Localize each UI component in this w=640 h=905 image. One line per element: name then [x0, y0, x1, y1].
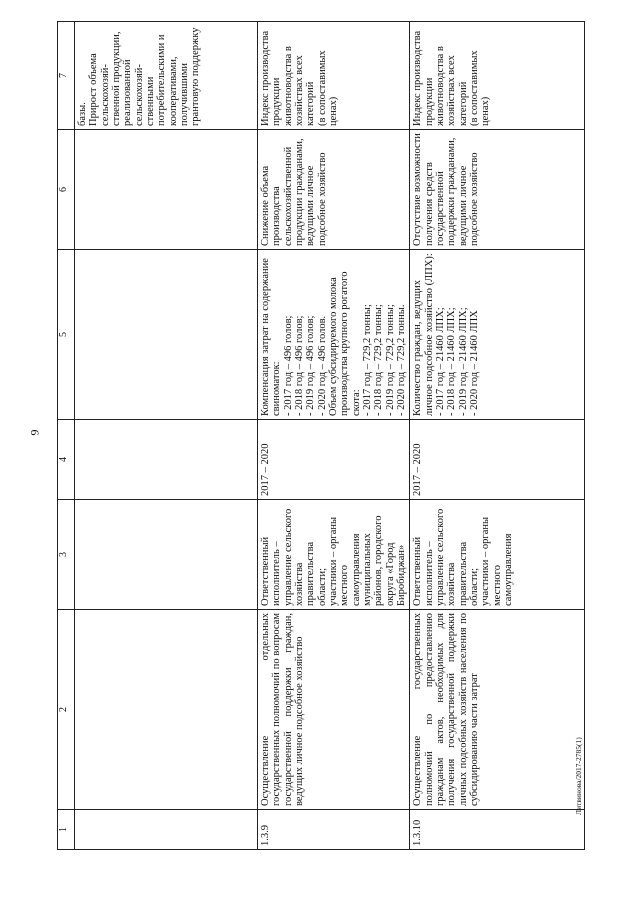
executor-cell: Ответственный исполнитель – управление сельского хозяйства правительства области; участники – органы местного самоуправления муниципальных районов, городского округа «Город Биробиджан»	[258, 500, 410, 610]
indicator-cell: Индекс производства продукции животноводства в хозяйствах всех категорий (в сопоставимых ценах)	[410, 22, 585, 130]
period-cell: 2017 – 2020	[410, 420, 585, 500]
table-cell	[75, 250, 258, 420]
header-cell: 3	[58, 500, 75, 610]
header-cell: 6	[58, 130, 75, 250]
table-row-carryover	[75, 22, 258, 850]
indicator-cell: Индекс производства продукции животноводства в хозяйствах всех категорий (в сопоставимых ценах)	[258, 22, 410, 130]
rotated-table-container	[57, 22, 556, 850]
result-cell: Компенсация затрат на содержание свиноматок: - 2017 год – 496 голов; - 2018 год – 496 голов; - 2019 год – 496 голов; - 2020 год – 496 голов. Объем субсидируемого молока производства крупного рогатого скота: - 2017 год – 729,2 тонны; - 2018 год – 729,2 тонны; - 2019 год – 729,2 тонны; - 2020 год – 729,2 тонны.	[258, 250, 410, 420]
row-number-cell: 1.3.10	[410, 810, 585, 850]
indicator-cell: базы. Прирост объема сельскохозяй-ственной продукции, реализованной сельскохозяй-ственными потребительскими и кооперативами, получившими грантовую поддержку	[75, 22, 258, 130]
header-cell: 5	[58, 250, 75, 420]
table-cell	[75, 500, 258, 610]
header-cell: 1	[58, 810, 75, 850]
result-cell: Количество граждан, ведущих личное подсобное хозяйство (ЛПХ): - 2017 год – 21460 ЛПХ; - 2018 год – 21460 ЛПХ; - 2019 год – 21460 ЛПХ; - 2020 год – 21460 ЛПХ	[410, 250, 585, 420]
consequence-cell: Отсутствие возможности получения средств государственной поддержки гражданами, ведущими личное подсобное хозяйство	[410, 130, 585, 250]
table-cell	[75, 610, 258, 810]
header-cell: 2	[58, 610, 75, 810]
table-row	[410, 22, 585, 850]
table-header-row	[58, 22, 75, 850]
table-cell	[75, 810, 258, 850]
executor-cell: Ответственный исполнитель – управление сельского хозяйства правительства области; участники – органы местного самоуправления	[410, 500, 585, 610]
header-cell: 7	[58, 22, 75, 130]
header-cell: 4	[58, 420, 75, 500]
measure-cell: Осуществление отдельных государственных полномочий по вопросам государственной поддержки граждан, ведущих личное подсобное хозяйство	[258, 610, 410, 810]
row-number-cell: 1.3.9	[258, 810, 410, 850]
document-footer-code: Литвинова/2017-2785(1)	[574, 737, 583, 815]
consequence-cell: Снижение объема производства сельскохозяйственной продукции гражданами, ведущими личное подсобное хозяйство	[258, 130, 410, 250]
program-measures-table	[57, 21, 585, 850]
measure-cell: Осуществление государственных полномочий по предоставлению гражданам актов, необходимых для получения государственной поддержки личных подсобных хозяйств населения по субсидированию части затрат	[410, 610, 585, 810]
table-cell	[75, 420, 258, 500]
page-number: 9	[27, 429, 42, 436]
period-cell: 2017 – 2020	[258, 420, 410, 500]
table-row	[258, 22, 410, 850]
table-cell	[75, 130, 258, 250]
